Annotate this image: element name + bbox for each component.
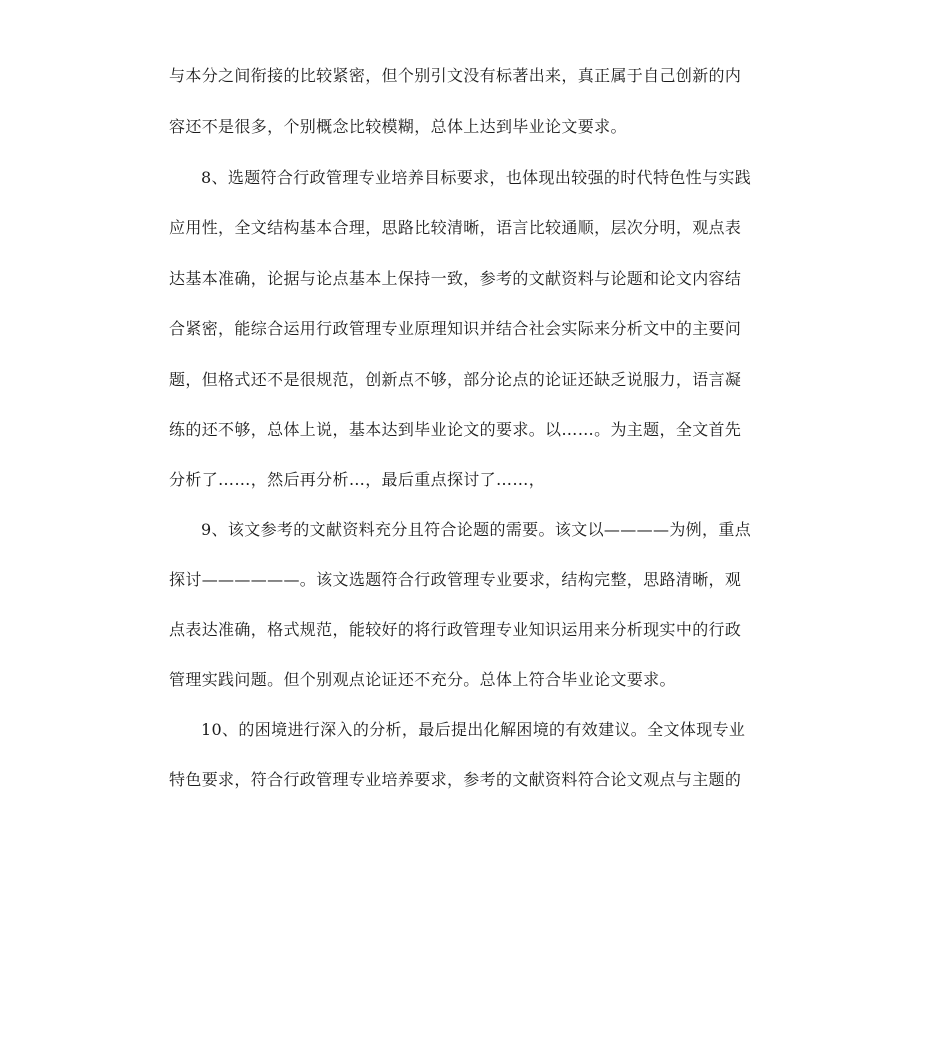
paragraph-10-line-2: 特色要求，符合行政管理专业培养要求，参考的文献资料符合论文观点与主题的 — [169, 770, 742, 789]
paragraph-9-line-2: 探讨——————。该文选题符合行政管理专业要求，结构完整，思路清晰，观 — [169, 570, 742, 589]
paragraph-8-line-1: 8、选题符合行政管理专业培养目标要求，也体现出较强的时代特色性与实践 — [201, 168, 752, 187]
paragraph-8-line-7: 分析了……，然后再分析…，最后重点探讨了……， — [169, 470, 546, 489]
paragraph-9-line-1: 9、该文参考的文献资料充分且符合论题的需要。该文以————为例，重点 — [201, 520, 752, 539]
paragraph-8-line-2: 应用性，全文结构基本合理，思路比较清晰，语言比较通顺，层次分明，观点表 — [169, 218, 742, 237]
paragraph-8-line-6: 练的还不够，总体上说，基本达到毕业论文的要求。以……。为主题，全文首先 — [169, 420, 742, 439]
text-line-1: 与本分之间衔接的比较紧密，但个别引文没有标著出来，真正属于自己创新的内 — [169, 66, 742, 85]
paragraph-10-line-1: 10、的困境进行深入的分析，最后提出化解困境的有效建议。全文体现专业 — [201, 720, 746, 739]
text-line-2: 容还不是很多，个别概念比较模糊，总体上达到毕业论文要求。 — [169, 117, 627, 136]
paragraph-8-line-5: 题，但格式还不是很规范，创新点不够，部分论点的论证还缺乏说服力，语言凝 — [169, 370, 742, 389]
paragraph-8-line-4: 合紧密，能综合运用行政管理专业原理知识并结合社会实际来分析文中的主要问 — [169, 319, 742, 338]
paragraph-9-line-4: 管理实践问题。但个别观点论证还不充分。总体上符合毕业论文要求。 — [169, 670, 676, 689]
paragraph-9-line-3: 点表达准确，格式规范，能较好的将行政管理专业知识运用来分析现实中的行政 — [169, 620, 742, 639]
paragraph-8-line-3: 达基本准确，论据与论点基本上保持一致，参考的文献资料与论题和论文内容结 — [169, 269, 742, 288]
